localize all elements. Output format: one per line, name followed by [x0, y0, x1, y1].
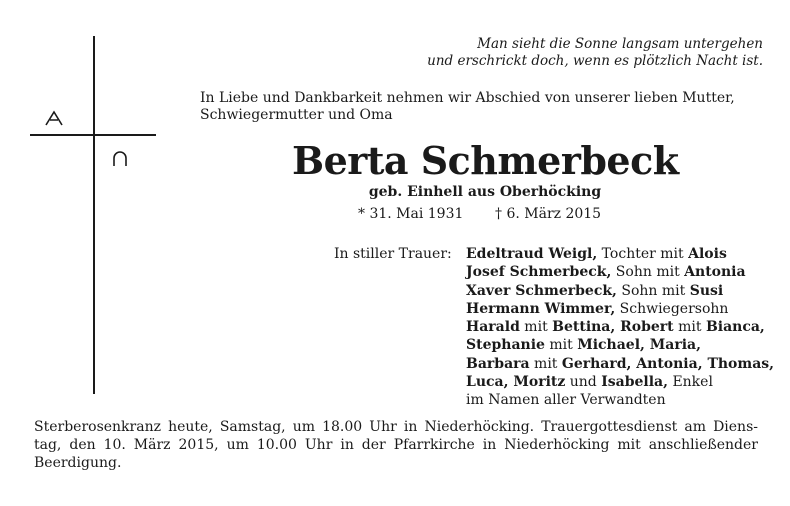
- mourner-line: [466, 318, 766, 336]
- notice-line: Beerdigung.: [34, 455, 122, 471]
- mourner-name: Edeltraud Weigl,: [466, 246, 598, 262]
- birth-date: * 31. Mai 1931: [358, 206, 464, 222]
- mourner-line: [466, 391, 766, 409]
- quote-line: Man sieht die Sonne langsam untergehen: [477, 36, 763, 52]
- intro-text: [200, 90, 760, 124]
- birth-name: geb. Einhell aus Oberhöcking: [368, 184, 602, 200]
- death-date: † 6. März 2015: [495, 206, 602, 222]
- notice-line: Sterberosenkranz heute, Samstag, um 18.00 Uhr in Niederhöcking. Trauergottesdienst am Diens-: [34, 419, 758, 435]
- mourner-line: [466, 263, 766, 281]
- mourner-relation: und: [565, 374, 602, 391]
- notice-line: tag, den 10. März 2015, um 10.00 Uhr in der Pfarrkirche in Niederhöcking mit anschließender: [34, 437, 758, 453]
- mourner-relation: Sohn mit: [611, 264, 685, 281]
- mourner-name: Bettina, Robert: [552, 319, 674, 336]
- intro-line: In Liebe und Dankbarkeit nehmen wir Abschied von unserer lieben Mutter,: [200, 90, 735, 106]
- mourner-relation: mit: [519, 319, 553, 336]
- alpha-icon: [44, 110, 64, 126]
- mourner-line: [466, 245, 766, 263]
- mourners-list: [466, 245, 775, 410]
- mourner-name: Antonia: [684, 264, 746, 281]
- mourner-name: Gerhard, Antonia, Thomas,: [561, 355, 775, 372]
- mourner-name: Hermann Wimmer,: [466, 300, 616, 317]
- quote-line: und erschrickt doch, wenn es plötzlich Nacht ist.: [427, 53, 763, 69]
- mourner-name: Luca, Moritz: [466, 374, 566, 391]
- mourner-relation: Sohn mit: [616, 282, 690, 299]
- mourner-relation: mit: [673, 319, 706, 336]
- mourner-line: [466, 373, 766, 391]
- mourner-relation: Tochter mit: [597, 246, 689, 262]
- mourner-relation: mit: [529, 355, 562, 372]
- omega-icon: [111, 151, 129, 167]
- mourner-name: Michael, Maria,: [577, 337, 701, 354]
- mourner-name: Isabella,: [601, 374, 668, 391]
- mourner-line: [466, 282, 766, 300]
- mourner-relation: mit: [544, 337, 578, 354]
- mourner-name: Josef Schmerbeck,: [466, 264, 612, 281]
- mourner-name: Bianca,: [705, 319, 765, 336]
- mourner-line: [466, 355, 775, 373]
- mourner-line: [466, 300, 766, 318]
- cross-vertical-bar: [93, 36, 95, 394]
- mourner-name: Susi: [689, 282, 724, 299]
- mourner-name: Stephanie: [466, 337, 545, 354]
- epitaph-quote: [405, 36, 763, 70]
- mourner-line: [466, 336, 766, 354]
- mourner-name: Alois: [688, 246, 727, 262]
- mourner-name: Harald: [466, 319, 520, 336]
- cross-horizontal-bar: [30, 134, 156, 136]
- mourner-relation: im Namen aller Verwandten: [466, 392, 666, 409]
- mourner-relation: Schwiegersohn: [615, 300, 729, 317]
- mourner-relation: Enkel: [668, 374, 713, 391]
- mourner-name: Barbara: [466, 355, 530, 372]
- mourner-name: Xaver Schmerbeck,: [466, 282, 617, 299]
- deceased-name: Berta Schmerbeck: [292, 138, 679, 183]
- funeral-notice: [34, 418, 758, 472]
- intro-line: Schwiegermutter und Oma: [200, 107, 393, 123]
- mourners-label: In stiller Trauer:: [334, 246, 452, 262]
